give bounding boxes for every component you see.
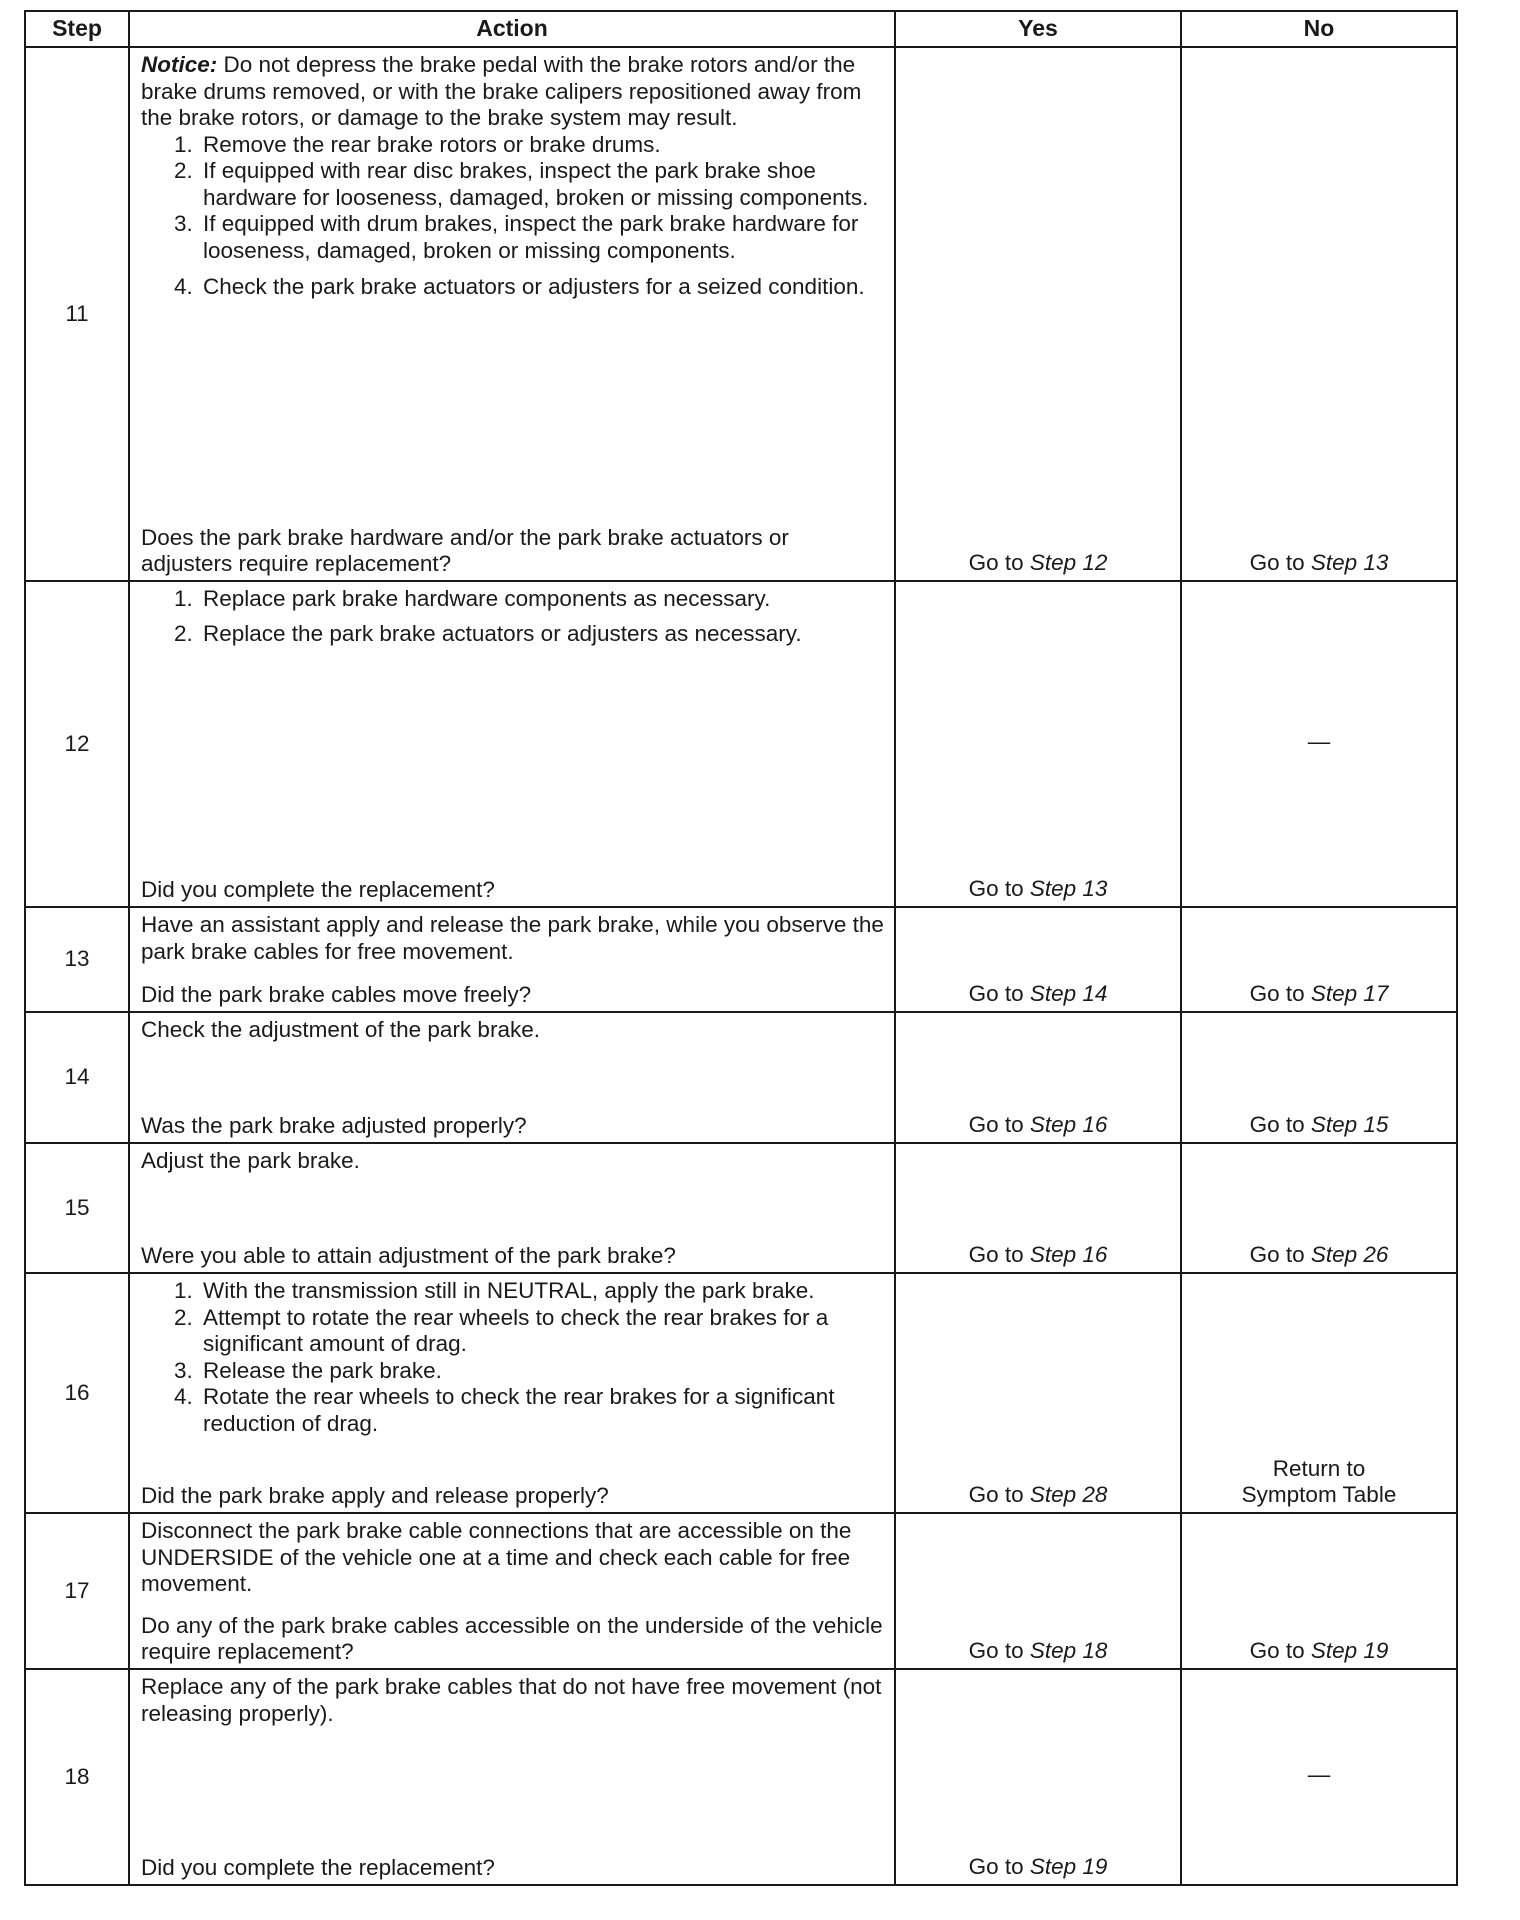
action-text: Adjust the park brake. xyxy=(141,1148,360,1173)
yes-step-link[interactable]: Step 19 xyxy=(1029,1854,1108,1880)
step-number: 11 xyxy=(25,47,129,581)
question: Did the park brake apply and release properly? xyxy=(141,1483,609,1509)
list-item: 4. Rotate the rear wheels to check the rear brakes for a significant reduction of drag. xyxy=(199,1384,886,1437)
instruction-list xyxy=(141,1278,886,1437)
action-cell xyxy=(129,907,895,1012)
list-item: 2. Replace the park brake actuators or adjusters as necessary. xyxy=(199,621,886,648)
no-cell xyxy=(1181,1669,1457,1885)
yes-step-link[interactable]: Step 16 xyxy=(1029,1242,1108,1268)
table-row-step-16 xyxy=(25,1273,1457,1513)
no-cell xyxy=(1181,581,1457,907)
table-row-step-15 xyxy=(25,1143,1457,1273)
yes-cell xyxy=(895,1669,1181,1885)
yes-step-link[interactable]: Step 13 xyxy=(1029,876,1108,902)
yes-prefix: Go to xyxy=(968,1638,1030,1664)
notice-text: Do not depress the brake pedal with the brake rotors and/or the brake drums removed, or with the brake calipers repositioned away from the brake rotors, or damage to the brake system may result. xyxy=(141,52,862,131)
no-dash: — xyxy=(1307,729,1331,755)
action-cell xyxy=(129,1012,895,1143)
step-number: 12 xyxy=(25,581,129,907)
return-to-label: Return to xyxy=(1272,1455,1366,1481)
header-step: Step xyxy=(25,11,129,47)
step-number: 18 xyxy=(25,1669,129,1885)
header-action: Action xyxy=(129,11,895,47)
yes-step-link[interactable]: Step 14 xyxy=(1029,981,1108,1007)
list-item: 2. Attempt to rotate the rear wheels to check the rear brakes for a significant amount of drag. xyxy=(199,1305,886,1358)
yes-cell xyxy=(895,1513,1181,1669)
header-row xyxy=(25,11,1457,47)
yes-prefix: Go to xyxy=(968,1242,1030,1268)
diagnostic-table xyxy=(24,10,1458,1886)
instruction-list xyxy=(141,132,886,301)
action-text: Replace any of the park brake cables that do not have free movement (not releasing properly). xyxy=(141,1674,882,1726)
action-cell xyxy=(129,1273,895,1513)
list-item: 1. Remove the rear brake rotors or brake drums. xyxy=(199,132,886,159)
header-no: No xyxy=(1181,11,1457,47)
yes-step-link[interactable]: Step 12 xyxy=(1029,550,1108,576)
notice-label: Notice: xyxy=(141,52,218,77)
header-yes: Yes xyxy=(895,11,1181,47)
yes-cell xyxy=(895,907,1181,1012)
table-row-step-13 xyxy=(25,907,1457,1012)
yes-prefix: Go to xyxy=(968,1854,1030,1880)
step-number: 16 xyxy=(25,1273,129,1513)
no-cell xyxy=(1181,1273,1457,1513)
step-number: 15 xyxy=(25,1143,129,1273)
table-row-step-11 xyxy=(25,47,1457,581)
table-row-step-14 xyxy=(25,1012,1457,1143)
yes-cell xyxy=(895,581,1181,907)
action-text: Have an assistant apply and release the park brake, while you observe the park brake cables for free movement. xyxy=(141,912,884,964)
yes-step-link[interactable]: Step 18 xyxy=(1029,1638,1108,1664)
list-item: 3. Release the park brake. xyxy=(199,1358,886,1385)
step-number: 14 xyxy=(25,1012,129,1143)
no-prefix: Go to xyxy=(1249,981,1311,1007)
no-cell xyxy=(1181,907,1457,1012)
step-number: 13 xyxy=(25,907,129,1012)
instruction-list xyxy=(141,586,886,647)
question: Were you able to attain adjustment of the park brake? xyxy=(141,1243,676,1269)
list-item: 1. Replace park brake hardware components as necessary. xyxy=(199,586,886,613)
question: Did the park brake cables move freely? xyxy=(141,982,532,1008)
action-cell xyxy=(129,1669,895,1885)
list-item: 4. Check the park brake actuators or adjusters for a seized condition. xyxy=(199,274,886,301)
table-row-step-12 xyxy=(25,581,1457,907)
question: Was the park brake adjusted properly? xyxy=(141,1113,527,1139)
action-text: Disconnect the park brake cable connections that are accessible on the UNDERSIDE of the vehicle one at a time and check each cable for free movement. xyxy=(141,1518,852,1597)
yes-prefix: Go to xyxy=(968,981,1030,1007)
no-step-link[interactable]: Step 15 xyxy=(1310,1112,1389,1138)
yes-cell xyxy=(895,1273,1181,1513)
yes-step-link[interactable]: Step 16 xyxy=(1029,1112,1108,1138)
question: Did you complete the replacement? xyxy=(141,1855,495,1881)
no-prefix: Go to xyxy=(1249,1242,1311,1268)
no-prefix: Go to xyxy=(1249,550,1311,576)
no-step-link[interactable]: Step 19 xyxy=(1310,1638,1389,1664)
list-item: 3. If equipped with drum brakes, inspect the park brake hardware for looseness, damaged, broken or missing components. xyxy=(199,211,886,264)
yes-cell xyxy=(895,1012,1181,1143)
action-cell xyxy=(129,1143,895,1273)
no-cell xyxy=(1181,1513,1457,1669)
no-step-link[interactable]: Step 13 xyxy=(1310,550,1389,576)
yes-prefix: Go to xyxy=(968,1112,1030,1138)
no-prefix: Go to xyxy=(1249,1638,1311,1664)
yes-prefix: Go to xyxy=(968,1482,1030,1508)
action-cell xyxy=(129,581,895,907)
question: Does the park brake hardware and/or the park brake actuators or adjusters require replacement? xyxy=(141,524,789,577)
table-row-step-17 xyxy=(25,1513,1457,1669)
no-step-link[interactable]: Step 26 xyxy=(1310,1242,1389,1268)
action-cell xyxy=(129,1513,895,1669)
question: Do any of the park brake cables accessible on the underside of the vehicle require replacement? xyxy=(141,1612,883,1665)
table-row-step-18 xyxy=(25,1669,1457,1885)
no-prefix: Go to xyxy=(1249,1112,1311,1138)
yes-prefix: Go to xyxy=(968,550,1030,576)
no-cell xyxy=(1181,1143,1457,1273)
list-item: 1. With the transmission still in NEUTRAL, apply the park brake. xyxy=(199,1278,886,1305)
yes-step-link[interactable]: Step 28 xyxy=(1029,1482,1108,1508)
question: Did you complete the replacement? xyxy=(141,877,495,903)
notice xyxy=(141,52,886,132)
yes-cell xyxy=(895,1143,1181,1273)
yes-prefix: Go to xyxy=(968,876,1030,902)
step-number: 17 xyxy=(25,1513,129,1669)
no-cell xyxy=(1181,1012,1457,1143)
list-item: 2. If equipped with rear disc brakes, inspect the park brake shoe hardware for looseness, damaged, broken or missing components. xyxy=(199,158,886,211)
yes-cell xyxy=(895,47,1181,581)
action-text: Check the adjustment of the park brake. xyxy=(141,1017,540,1042)
no-dash: — xyxy=(1307,1762,1331,1788)
no-step-link[interactable]: Step 17 xyxy=(1310,981,1389,1007)
action-cell xyxy=(129,47,895,581)
no-cell xyxy=(1181,47,1457,581)
symptom-table-link[interactable]: Symptom Table xyxy=(1241,1482,1397,1508)
